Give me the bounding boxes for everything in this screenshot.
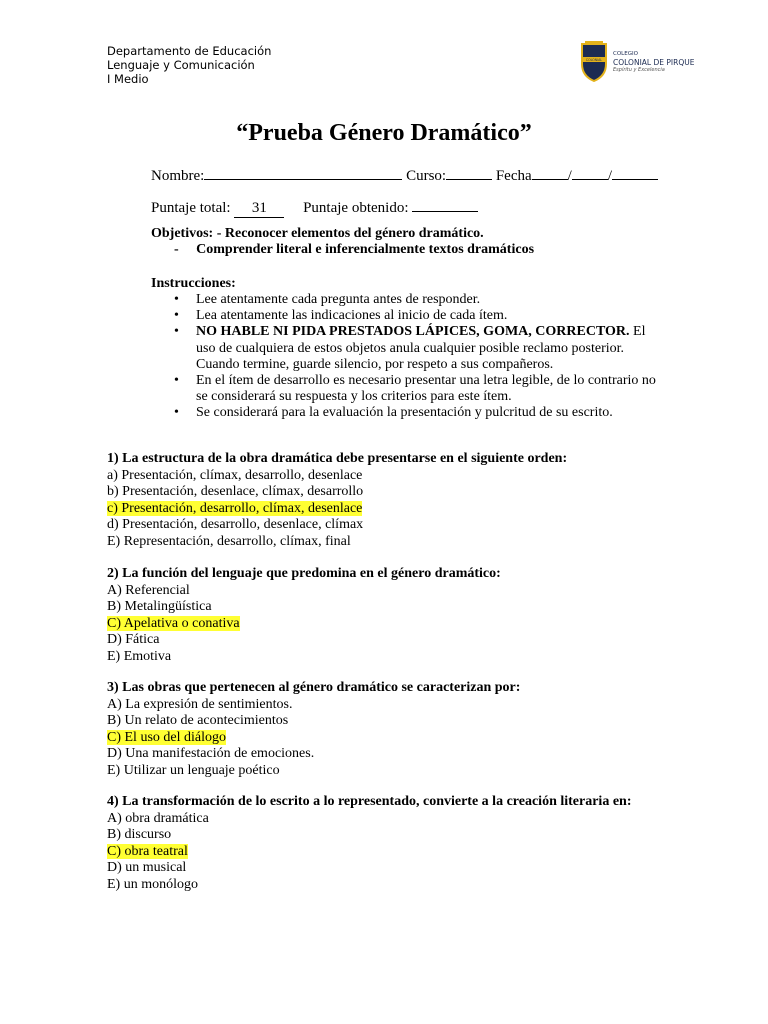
option-text: E) Emotiva xyxy=(107,648,172,664)
option-text: A) Referencial xyxy=(107,582,190,598)
grade-level: I Medio xyxy=(107,72,149,86)
option-c[interactable] xyxy=(107,844,632,861)
bullet-icon: • xyxy=(174,308,179,324)
option-text: D) Una manifestación de emociones. xyxy=(107,746,315,762)
option-b[interactable] xyxy=(107,827,632,844)
option-b[interactable] xyxy=(107,713,520,730)
score-line xyxy=(151,198,478,218)
option-text: D) un musical xyxy=(107,860,187,876)
puntaje-obtenido-label: Puntaje obtenido: xyxy=(303,200,413,216)
option-text-highlighted: C) El uso del diálogo xyxy=(107,729,226,745)
option-a[interactable] xyxy=(107,811,632,828)
option-text: B) Metalingüística xyxy=(107,599,212,615)
option-text: E) Utilizar un lenguaje poético xyxy=(107,762,280,778)
instruction-item xyxy=(151,405,661,421)
fecha-day-field[interactable] xyxy=(532,166,568,180)
department-header xyxy=(107,44,271,86)
option-b[interactable] xyxy=(107,484,567,501)
instruction-item xyxy=(151,308,661,324)
option-text: A) obra dramática xyxy=(107,810,209,826)
option-c[interactable] xyxy=(107,501,567,518)
instruction-item xyxy=(151,292,661,308)
option-a[interactable] xyxy=(107,468,567,485)
option-text: E) un monólogo xyxy=(107,876,198,892)
curso-label: Curso: xyxy=(402,168,447,184)
instructions-title: Instrucciones: xyxy=(151,276,236,291)
objective-1: Objetivos: - Reconocer elementos del género dramático. xyxy=(151,226,484,241)
instruction-text: Se considerará para la evaluación la presentación y pulcritud de su escrito. xyxy=(196,405,613,421)
bullet-icon: • xyxy=(174,405,179,421)
fecha-year-field[interactable] xyxy=(612,166,658,180)
question-text: 2) La función del lenguaje que predomina en el género dramático: xyxy=(107,566,501,581)
option-text: D) Fática xyxy=(107,632,160,648)
option-e[interactable] xyxy=(107,877,632,894)
puntaje-obtenido-field[interactable] xyxy=(412,198,478,212)
instruction-item xyxy=(151,324,661,373)
school-colegio: COLEGIO xyxy=(613,51,638,57)
option-text: B) Un relato de acontecimientos xyxy=(107,713,289,729)
instruction-bold: NO HABLE NI PIDA PRESTADOS LÁPICES, GOMA, CORRECTOR. xyxy=(196,324,630,340)
instructions-list xyxy=(151,292,661,422)
bullet-icon: • xyxy=(174,292,179,307)
option-text: a) Presentación, clímax, desarrollo, desenlace xyxy=(107,467,363,483)
question-4 xyxy=(107,794,632,894)
option-e[interactable] xyxy=(107,649,501,666)
school-name: COLONIAL DE PIRQUE xyxy=(613,58,695,67)
objective-2: - Comprender literal e inferencialmente textos dramáticos xyxy=(174,242,535,257)
option-d[interactable] xyxy=(107,860,632,877)
instruction-text: El uso de cualquiera de estos objetos anula cualquier posible reclamo posterior. Cuando termine, guarde silencio, por respeto a sus compañeros. xyxy=(196,324,646,372)
option-text-highlighted: C) Apelativa o conativa xyxy=(107,615,240,631)
option-e[interactable] xyxy=(107,534,567,551)
exam-title: “Prueba Género Dramático” xyxy=(236,120,532,146)
option-text: d) Presentación, desarrollo, desenlace, clímax xyxy=(107,517,364,533)
puntaje-total-label: Puntaje total: xyxy=(151,200,235,216)
option-text-highlighted: C) obra teatral xyxy=(107,843,188,859)
fecha-label: Fecha xyxy=(492,168,532,184)
school-motto: Espíritu y Excelencia xyxy=(613,67,665,73)
question-2 xyxy=(107,566,501,666)
option-text: E) Representación, desarrollo, clímax, final xyxy=(107,533,351,549)
nombre-label: Nombre: xyxy=(151,168,205,184)
fecha-month-field[interactable] xyxy=(572,166,608,180)
curso-field[interactable] xyxy=(446,166,492,180)
puntaje-spacer xyxy=(284,200,303,216)
option-c[interactable] xyxy=(107,730,520,747)
fecha-slash-2: / xyxy=(607,168,613,184)
question-text: 3) Las obras que pertenecen al género dramático se caracterizan por: xyxy=(107,680,521,695)
fecha-slash-1: / xyxy=(567,168,572,184)
option-text: b) Presentación, desenlace, clímax, desarrollo xyxy=(107,484,364,500)
option-b[interactable] xyxy=(107,599,501,616)
bullet-icon: • xyxy=(174,324,179,340)
option-a[interactable] xyxy=(107,697,520,714)
school-crest-icon xyxy=(580,40,608,82)
question-3 xyxy=(107,680,520,780)
crest-label: COLONIAL xyxy=(585,58,603,62)
objectives xyxy=(151,226,534,258)
question-text: 4) La transformación de lo escrito a lo representado, convierte a la creación literaria en: xyxy=(107,794,632,809)
instruction-text: Lee atentamente cada pregunta antes de responder. xyxy=(196,292,481,307)
option-d[interactable] xyxy=(107,632,501,649)
option-c[interactable] xyxy=(107,616,501,633)
instruction-item xyxy=(151,373,661,405)
nombre-field[interactable] xyxy=(204,166,402,180)
puntaje-total-value: 31 xyxy=(234,200,284,218)
option-e[interactable] xyxy=(107,763,520,780)
question-text: 1) La estructura de la obra dramática debe presentarse en el siguiente orden: xyxy=(107,451,568,466)
instruction-text: En el ítem de desarrollo es necesario presentar una letra legible, de lo contrario no se considerará su respuesta y los criterios para este ítem. xyxy=(196,373,656,405)
student-info-line xyxy=(151,166,658,185)
option-d[interactable] xyxy=(107,517,567,534)
question-1 xyxy=(107,451,567,551)
option-d[interactable] xyxy=(107,746,520,763)
option-a[interactable] xyxy=(107,583,501,600)
option-text: B) discurso xyxy=(107,827,172,843)
school-name-block xyxy=(613,51,694,74)
option-text-highlighted: c) Presentación, desarrollo, clímax, desenlace xyxy=(107,500,363,516)
department-name: Departamento de Educación xyxy=(107,44,272,58)
bullet-icon: • xyxy=(174,373,179,389)
school-logo xyxy=(580,40,700,84)
instruction-text: Lea atentamente las indicaciones al inicio de cada ítem. xyxy=(196,308,508,324)
subject-name: Lenguaje y Comunicación xyxy=(107,58,255,72)
option-text: A) La expresión de sentimientos. xyxy=(107,696,293,712)
